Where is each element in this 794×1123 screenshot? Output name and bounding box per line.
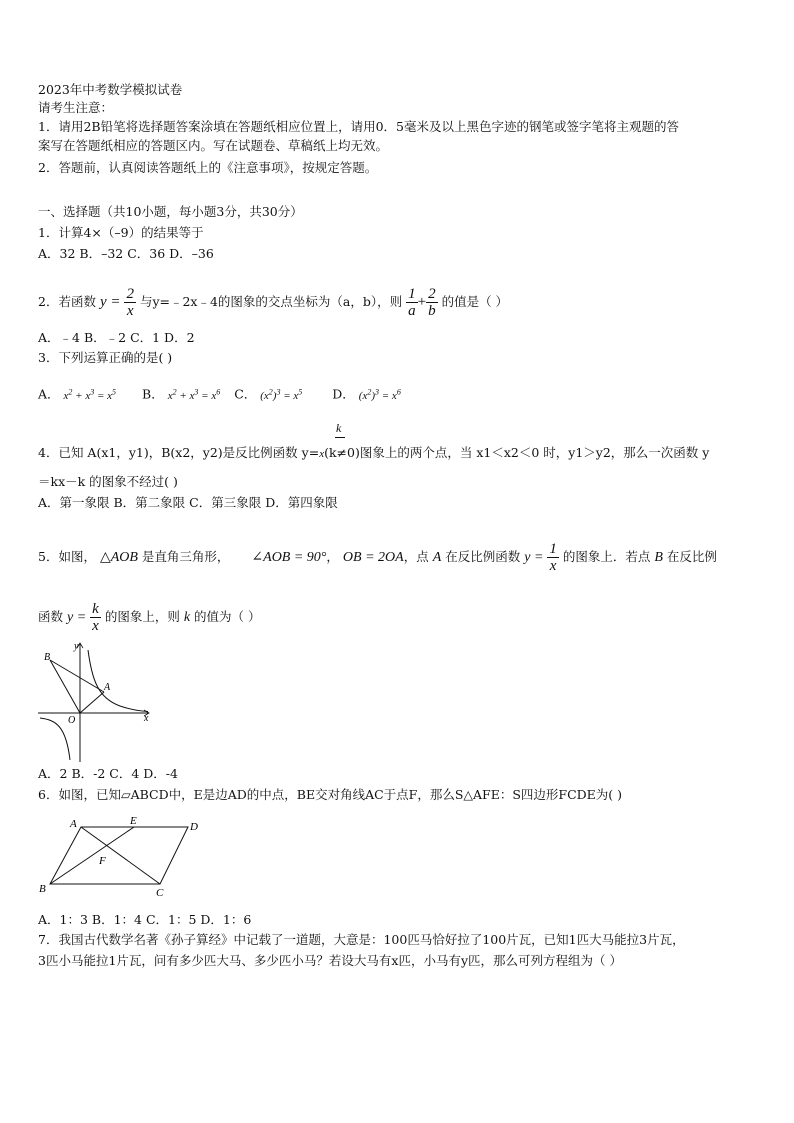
q6-label-c: C xyxy=(156,887,164,898)
q5-g-lhs: y = xyxy=(67,610,87,625)
q6-label-b: B xyxy=(39,883,46,895)
q5-func-lhs: y = xyxy=(524,550,544,565)
q5-t1: 是直角三角形， xyxy=(141,549,230,564)
q2-frac-2-den: b xyxy=(428,303,436,319)
q2-plus: + xyxy=(417,294,427,310)
q3-stem: 3．下列运算正确的是( ) xyxy=(38,350,173,365)
notice-heading: 请考生注意： xyxy=(38,100,114,115)
q6-stem: 6．如图，已知▱ABCD中，E是边AD的中点，BE交对角线AC于点F，那么S△AFE：S四边形FCDE为( ) xyxy=(38,787,623,802)
q6-label-f: F xyxy=(99,855,106,867)
q5-t3: 在反比例函数 xyxy=(445,549,521,564)
q6-label-d: D xyxy=(190,821,198,833)
q5-label-x: x xyxy=(144,713,149,724)
q3-option-d-expr: $(x^2)^3 = x^6$ xyxy=(358,387,401,402)
q2-func-num: 2 xyxy=(126,286,134,302)
q2-func-den: x xyxy=(126,303,134,319)
q5-t2: ，点 xyxy=(403,549,429,564)
q4-line1-b: (k≠0)图象上的两个点，当 x1＜x2＜0 时，y1＞y2，那么一次函数 y xyxy=(324,445,710,460)
q5-angle: ∠AOB = 90° xyxy=(251,550,327,565)
q5-line2 xyxy=(38,600,261,635)
q5-g-fraction xyxy=(90,601,101,634)
q5-triangle: △AOB xyxy=(99,550,138,565)
q5-line2-post: 的值为（ ） xyxy=(194,609,261,624)
q6-parallelogram xyxy=(50,827,188,884)
q2-frac-2-num: 2 xyxy=(428,286,436,302)
q7-line1: 7．我国古代数学名著《孙子算经》中记载了一道题，大意是：100匹马恰好拉了100片瓦，已知1匹大马能拉3片瓦， xyxy=(38,932,685,947)
q2-func-lhs: y = xyxy=(99,294,121,310)
q2-frac-1-den: a xyxy=(408,303,416,319)
q2-frac-1 xyxy=(406,286,418,319)
q3-option-d-label: D． xyxy=(332,386,355,402)
q5-pre: 5．如图， xyxy=(38,549,96,564)
section-heading: 一、选择题（共10小题，每小题3分，共30分） xyxy=(38,204,303,219)
q4-line2: ＝kx－k 的图象不经过( ) xyxy=(38,474,178,489)
q6-options: A．1：3 B．1：4 C．1：5 D．1：6 xyxy=(38,912,252,927)
q3-option-a-expr: $x^2 + x^3 = x^5$ xyxy=(63,387,117,402)
q5-segment-ab xyxy=(50,660,104,692)
q2-post: 的值是（ ） xyxy=(441,294,509,309)
q1-options: A．32 B．–32 C．36 D．–36 xyxy=(38,246,214,261)
q3-option-c-expr: $(x^2)^3 = x^5$ xyxy=(260,387,303,402)
q3-options xyxy=(38,384,401,404)
q5-line1 xyxy=(38,540,717,575)
q5-g-num: k xyxy=(92,601,99,617)
q5-segment-oa xyxy=(80,692,104,713)
q3-option-c-label: C． xyxy=(234,386,257,402)
q5-ob: OB = 2OA xyxy=(342,550,404,565)
q2-pre: 2．若函数 xyxy=(38,294,96,309)
q5-point-a: A xyxy=(432,550,442,565)
q5-func-fraction xyxy=(547,541,559,574)
q4-k-numerator: k xyxy=(336,421,342,435)
q5-line2-mid: 的图象上，则 xyxy=(104,609,180,624)
q7-line2: 3匹小马能拉1片瓦，问有多少匹大马、多少匹小马？若设大马有x匹，小马有y匹，那么可列方程组为（ ） xyxy=(38,953,622,968)
q5-comma: ， xyxy=(326,549,339,564)
notice-2: 2．答题前，认真阅读答题纸上的《注意事项》，按规定答题。 xyxy=(38,160,378,175)
q3-option-b-expr: $x^2 + x^3 = x^6$ xyxy=(167,387,221,402)
q5-k: k xyxy=(183,610,191,625)
q2-options: A．﹣4 B．﹣2 C．1 D．2 xyxy=(38,330,195,345)
q3-option-a-label: A． xyxy=(38,386,60,402)
q5-point-b: B xyxy=(654,550,663,565)
q5-label-b: B xyxy=(44,652,51,663)
q2-mid: 与y=﹣2x﹣4的图象的交点坐标为（a，b），则 xyxy=(139,294,403,309)
q2-func-fraction xyxy=(124,286,136,319)
q5-figure xyxy=(36,640,156,764)
q4-fraction-bar xyxy=(335,437,345,438)
q6-label-e: E xyxy=(130,815,137,827)
q5-t4: 的图象上．若点 xyxy=(562,549,651,564)
notice-1b: 案写在答题纸相应的答题区内。写在试题卷、草稿纸上均无效。 xyxy=(38,138,389,153)
q5-curve-first-quadrant xyxy=(88,650,148,712)
q5-label-y: y xyxy=(74,641,79,652)
q2-stem xyxy=(38,285,508,319)
q4-x-denominator: x xyxy=(319,448,325,460)
q4-line1-a: 4．已知 A(x1，y1)，B(x2，y2)是反比例函数 y= xyxy=(38,445,320,460)
q4-line1 xyxy=(38,445,709,462)
q5-t5: 在反比例 xyxy=(666,549,717,564)
q5-options: A．2 B．-2 C．4 D．-4 xyxy=(38,766,178,781)
q5-label-o: O xyxy=(68,715,76,726)
q5-line2-pre: 函数 xyxy=(38,609,64,624)
q3-option-b-label: B． xyxy=(142,386,164,402)
q5-func-den: x xyxy=(549,558,557,574)
q4-options: A．第一象限 B．第二象限 C．第三象限 D．第四象限 xyxy=(38,495,338,510)
notice-1a: 1．请用2B铅笔将选择题答案涂填在答题纸相应位置上，请用0．5毫米及以上黑色字迹的钢笔或签字笔将主观题的答 xyxy=(38,119,679,134)
q5-segment-ob xyxy=(50,660,80,713)
q5-label-a: A xyxy=(104,682,111,693)
q5-curve-third-quadrant xyxy=(40,718,70,760)
q2-frac-2 xyxy=(426,286,438,319)
q1-stem: 1．计算4×（–9）的结果等于 xyxy=(38,225,204,240)
q2-frac-1-num: 1 xyxy=(408,286,416,302)
q5-func-num: 1 xyxy=(549,541,557,557)
q6-figure xyxy=(36,812,206,898)
document-title: 2023年中考数学模拟试卷 xyxy=(38,82,183,97)
q6-label-a: A xyxy=(70,818,77,830)
q5-g-den: x xyxy=(92,618,99,634)
